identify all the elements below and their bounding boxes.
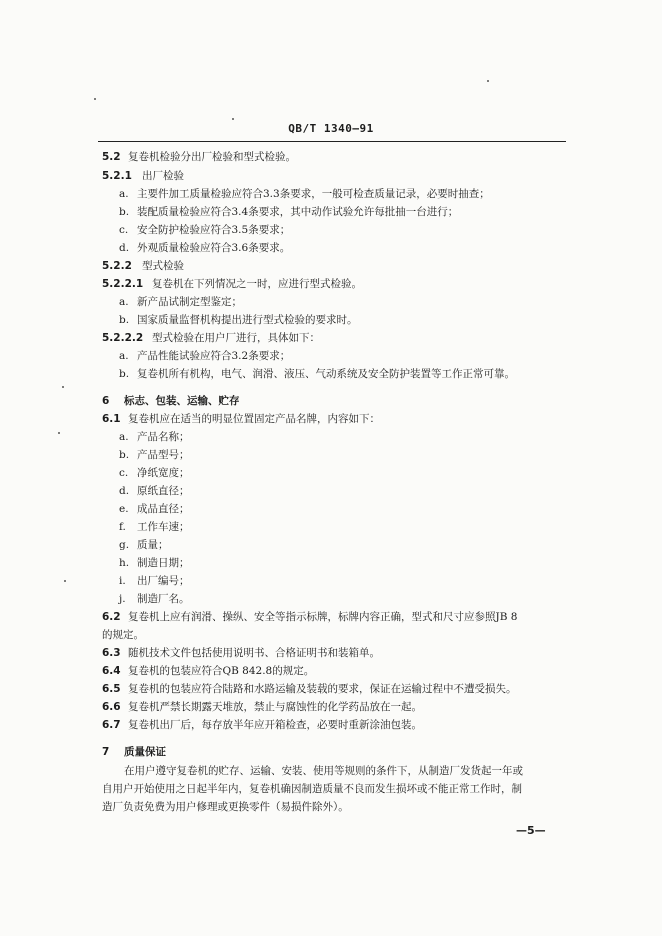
item-label: a. [119,296,129,308]
clause-number: 6.2 [102,611,121,623]
clause-number: 6.7 [102,719,121,731]
clause-text: 复卷机检验分出厂检验和型式检验。 [128,151,296,163]
section-7-heading [102,745,166,759]
clause-5-2-2 [102,259,184,273]
scan-speck [58,432,60,434]
item-text: 安全防护检验应符合3.5条要求； [137,224,291,236]
clause-6-2 [102,610,517,624]
item-label: a. [119,188,129,200]
item-text: 主要件加工质量检验应符合3.3条要求，一般可检查质量记录，必要时抽查； [137,188,490,200]
paragraph-text: 造厂负责免费为用户修理或更换零件（易损件除外）。 [102,801,349,813]
item-label: b. [119,206,130,218]
list-item [119,223,290,237]
item-label: g. [119,539,130,551]
clause-number: 5.2.2.2 [102,332,144,344]
item-text: 原纸直径； [137,485,190,497]
item-text: 产品名称； [137,431,190,443]
paragraph-line [102,800,349,814]
list-item [119,502,190,516]
item-text: 制造厂名。 [137,593,190,605]
item-label: a. [119,431,129,443]
clause-text: 复卷机的包装应符合陆路和水路运输及装载的要求，保证在运输过程中不遭受损失。 [128,683,517,695]
clause-6-2-continued [102,628,144,642]
item-label: f. [119,521,126,533]
page-number: —5— [516,824,546,837]
paragraph-line [102,782,522,796]
clause-text: 复卷机上应有润滑、操纵、安全等指示标牌，标牌内容正确，型式和尺寸应参照JB 8 [128,611,518,623]
item-text: 产品型号； [137,449,190,461]
item-label: c. [119,467,129,479]
clause-6-7 [102,718,422,732]
list-item [119,241,290,255]
list-item [119,592,190,606]
clause-number: 5.2.2.1 [102,278,144,290]
item-text: 净纸宽度； [137,467,190,479]
list-item [119,556,190,570]
item-label: h. [119,557,130,569]
clause-text: 出厂检验 [142,170,184,182]
list-item [119,574,190,588]
clause-text: 复卷机应在适当的明显位置固定产品名牌，内容如下： [128,413,380,425]
scan-speck [94,98,96,100]
item-label: c. [119,224,129,236]
section-6-heading [102,394,240,408]
list-item [119,538,169,552]
clause-number: 5.2 [102,151,121,163]
list-item [119,367,515,381]
list-item [119,205,458,219]
item-text: 外观质量检验应符合3.6条要求。 [137,242,291,254]
list-item [119,187,490,201]
clause-6-5 [102,682,517,696]
item-label: d. [119,485,130,497]
clause-number: 6.6 [102,701,121,713]
clause-6-6 [102,700,422,714]
clause-number: 6.5 [102,683,121,695]
item-text: 国家质量监督机构提出进行型式检验的要求时。 [137,314,358,326]
scan-speck [64,580,66,582]
item-label: j. [119,593,126,605]
item-text: 出厂编号； [137,575,190,587]
clause-text: 型式检验 [142,260,184,272]
clause-5-2-1 [102,169,184,183]
paragraph-text: 在用户遵守复卷机的贮存、运输、安装、使用等规则的条件下，从制造厂发货起一年或 [124,765,523,777]
clause-5-2-2-2 [102,331,320,345]
section-number: 6 [102,395,110,407]
item-text: 新产品试制定型鉴定； [137,296,242,308]
section-title: 质量保证 [124,746,166,758]
item-label: d. [119,242,130,254]
section-title: 标志、包装、运输、贮存 [124,395,240,407]
list-item [119,466,190,480]
item-text: 复卷机所有机构，电气、润滑、液压、气动系统及安全防护装置等工作正常可靠。 [137,368,515,380]
item-label: a. [119,350,129,362]
clause-text: 随机技术文件包括使用说明书、合格证明书和装箱单。 [128,647,380,659]
paragraph-text: 自用户开始使用之日起半年内，复卷机确因制造质量不良而发生损坏或不能正常工作时，制 [102,783,522,795]
header-rule [98,141,566,142]
item-text: 成品直径； [137,503,190,515]
item-label: i. [119,575,126,587]
list-item [119,313,358,327]
clause-text: 复卷机严禁长期露天堆放，禁止与腐蚀性的化学药品放在一起。 [128,701,422,713]
clause-number: 5.2.1 [102,170,132,182]
list-item [119,520,190,534]
clause-6-1 [102,412,380,426]
clause-number: 6.3 [102,647,121,659]
list-item [119,430,190,444]
item-text: 产品性能试验应符合3.2条要求； [137,350,291,362]
scan-speck [232,118,234,120]
item-text: 装配质量检验应符合3.4条要求，其中动作试验允许每批抽一台进行； [137,206,459,218]
scan-speck [487,80,489,82]
scan-speck [62,386,64,388]
item-text: 工作车速； [137,521,190,533]
item-text: 制造日期； [137,557,190,569]
item-label: b. [119,314,130,326]
item-label: e. [119,503,129,515]
clause-5-2-2-1 [102,277,362,291]
list-item [119,448,190,462]
clause-number: 5.2.2 [102,260,132,272]
clause-number: 6.1 [102,413,121,425]
list-item [119,349,290,363]
clause-5-2 [102,150,296,164]
list-item [119,484,190,498]
item-label: b. [119,449,130,461]
clause-6-4 [102,664,314,678]
clause-number: 6.4 [102,665,121,677]
section-number: 7 [102,746,110,758]
standard-header: QB/T 1340—91 [288,122,374,135]
clause-text: 复卷机在下列情况之一时，应进行型式检验。 [152,278,362,290]
clause-text: 的规定。 [102,629,144,641]
item-label: b. [119,368,130,380]
clause-text: 复卷机的包装应符合QB 842.8的规定。 [128,665,315,677]
clause-6-3 [102,646,380,660]
clause-text: 型式检验在用户厂进行，具体如下： [152,332,320,344]
list-item [119,295,242,309]
item-text: 质量； [137,539,169,551]
clause-text: 复卷机出厂后，每存放半年应开箱检查，必要时重新涂油包装。 [128,719,422,731]
paragraph-line [124,764,523,778]
